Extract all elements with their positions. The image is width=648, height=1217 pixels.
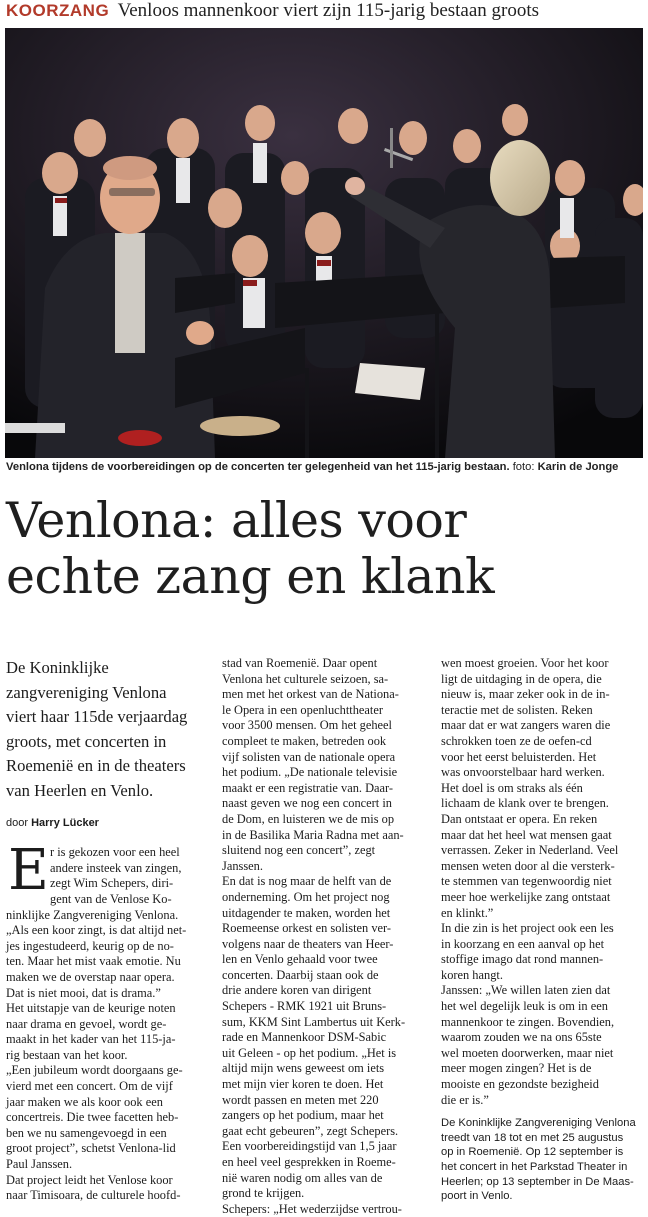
byline-author: Harry Lücker [31,816,99,829]
body-line: Roemeense orkest en solisten ver- [222,921,392,936]
body-line: compleet te maken, betreden ook [222,733,387,748]
photo-credit-name: Karin de Jonge [537,461,619,473]
article-column-3 [441,656,644,1204]
body-line: ligt de uitdaging in de opera, die [441,671,602,686]
body-line: te stemmen van tegenwoordig niet [441,874,612,889]
body-line: concerten. Daarbij staan ook de [222,967,379,982]
body-line: In die zin is het project ook een les [441,921,614,936]
body-line: waarom zouden we na ons 65ste [441,1030,602,1045]
body-line: volgens naar de theaters van Heer- [222,936,394,951]
body-line: voor het eerst beluisterden. Het [441,749,597,764]
body-line: ben we nu samengevoegd in een [6,1125,167,1140]
body-line: sum, KKM Sint Lambertus uit Kerk- [222,1014,406,1029]
body-line: Paul Janssen. [6,1157,73,1172]
body-line: Een voorbereidingstijd van 1,5 jaar [222,1139,397,1154]
body-line: drie andere koren van dirigent [222,983,372,998]
body-line: wordt passen en meten met 220 [222,1092,379,1107]
body-line: r is gekozen voor een heel [50,845,180,860]
info-line: treedt van 18 tot en met 25 augustus [441,1131,624,1144]
body-line: Dat project leidt het Venlose koor [6,1172,173,1187]
body-line: Schepers - RMK 1921 uit Bruns- [222,999,387,1014]
body-line: nieuw is, maar zeker ook in de in- [441,687,610,702]
body-line: rig bestaan van het koor. [6,1047,128,1062]
body-line: En dat is nog maar de helft van de [222,874,392,889]
body-line: maar dat het heel wat mensen gaat [441,827,612,842]
photo-credit-label: foto: [512,461,535,473]
column-3-body [441,656,644,1108]
body-line: groot project”, schetst Venlona-lid [6,1141,176,1156]
choir-photo [5,28,643,458]
body-line: uitdagender te maken, worden het [222,905,391,920]
body-line: naast geven we nog een concert in [222,796,392,811]
body-line: Janssen: „We willen laten zien dat [441,983,611,998]
body-line: en klinkt.” [441,905,494,920]
body-line: gaat echt gebeuren”, zegt Schepers. [222,1123,399,1138]
body-line: sluitend nog een concert”, zegt [222,843,376,858]
body-line: in de Basilika Maria Radna met aan- [222,827,404,842]
body-line: schrokken toen ze de oefen-cd [441,733,592,748]
body-line: vijf solisten van de nationale opera [222,749,396,764]
body-line: Het uitstapje van de keurige noten [6,1001,176,1016]
info-line: De Koninklijke Zangvereniging Venlona [441,1117,636,1130]
body-line: Venlona het culturele seizoen, sa- [222,671,389,686]
body-line: met mijn vier koren te doen. Het [222,1077,384,1092]
body-line: was onvoorstelbaar hard werken. [441,765,605,780]
info-line: poort in Venlo. [441,1190,513,1203]
intro-line: groots, met concerten in [6,731,167,751]
byline-prefix: door [6,816,29,829]
body-line: het wel degelijk leuk is om in een [441,999,608,1014]
body-line: „Als een koor zingt, is dat altijd net- [6,923,187,938]
column-2-body [222,656,425,1217]
photo-caption [6,461,646,473]
body-line: grond te krijgen. [222,1186,305,1201]
body-line: mooiste en gezondste bezigheid [441,1077,599,1092]
body-line: meer mogen zingen? Het is de [441,1061,592,1076]
body-line: stad van Roemenië. Daar opent [222,656,378,670]
body-line: in koorzang en een aanval op het [441,936,605,951]
section-kicker: KOORZANG [6,1,110,20]
info-line: Heerlen; op 13 september in De Maas- [441,1175,634,1188]
dropcap-paragraph [6,838,209,907]
article-topline [6,0,646,22]
body-line: meer hoe werkelijke zang ontstaat [441,889,611,904]
body-line: naar Timisoara, de culturele hoofd- [6,1188,181,1203]
body-line: Het doel is om straks als één [441,780,583,795]
article-intro [6,656,209,804]
body-line: Schepers: „Het wederzijdse vertrou- [222,1201,402,1216]
body-line: le Opera in een openluchttheater [222,702,383,717]
intro-line: van Heerlen en Venlo. [6,780,154,800]
article-headline [6,493,646,605]
body-line: lichaam de klank over te brengen. [441,796,609,811]
body-line: jaar maken we als koor ook een [6,1094,163,1109]
body-line: zangers op het podium, maar het [222,1108,384,1123]
body-line: jes ingestudeerd, keurig op de no- [6,938,174,953]
intro-line: Roemenië en in de theaters [6,756,186,776]
body-line: men met het orkest van de Nationa- [222,687,399,702]
body-line: die er is.” [441,1092,489,1107]
column-1-body [6,908,209,1204]
body-line: maken we de overstap naar opera. [6,969,175,984]
article-column-1 [6,656,209,1204]
body-line: mannenkoor te zingen. Bovendien, [441,1014,615,1029]
body-line: uit Geleen - op het podium. „Het is [222,1045,397,1060]
body-line: voor 3500 mensen. Om het geheel [222,718,392,733]
headline-line-2: echte zang en klank [6,548,495,605]
body-line: onderneming. Om het project nog [222,889,390,904]
body-line: wel moeten doorwerken, maar niet [441,1045,614,1060]
body-line: verrassen. Zeker in Nederland. Veel [441,843,619,858]
body-line: ten. Maar het mist vaak emotie. Nu [6,954,181,969]
body-line: koren hangt. [441,967,503,982]
body-line: maar dat er wat zangers waren die [441,718,611,733]
body-line: „Een jubileum wordt doorgaans ge- [6,1063,183,1078]
intro-line: De Koninklijke [6,658,109,677]
body-line: teractie met de solisten. Reken [441,702,593,717]
body-line: Dan ontstaat er opera. En reken [441,811,598,826]
info-line: op in Roemenië. Op 12 september is [441,1146,624,1159]
body-line: vierd met een concert. Om de vijf [6,1079,173,1094]
info-line: het concert in het Parkstad Theater in [441,1161,628,1173]
body-line: de Dom, en luisteren we de mis op [222,811,395,826]
body-line: zegt Wim Schepers, diri- [50,876,174,891]
body-line: rade en Mannenkoor DSM-Sabic [222,1030,387,1045]
body-line: het podium. „De nationale televisie [222,765,398,780]
body-line: en heel veel gesprekken in Roeme- [222,1155,396,1169]
topline-title: Venloos mannenkoor viert zijn 115-jarig bestaan groots [117,0,540,21]
concert-info-box [441,1116,644,1204]
body-line: maakt in het kader van het 115-ja- [6,1032,176,1047]
body-line: nië waren nodig om alles van de [222,1170,383,1185]
body-line: stoffige imago dat rond mannen- [441,952,604,967]
body-line: maakt er een registratie van. Daar- [222,780,394,795]
article-column-2 [222,656,425,1217]
body-line: andere insteek van zingen, [50,860,182,875]
body-line: ninklijke Zangvereniging Venlona. [6,907,179,922]
body-line: concertreis. Die twee facetten heb- [6,1110,179,1125]
headline-line-1: Venlona: alles voor [6,492,467,549]
intro-line: zangvereniging Venlona [6,682,167,702]
body-line: mensen weten door al die versterk- [441,858,615,873]
body-line: naar drama en gevoel, wordt ge- [6,1016,167,1031]
body-line: gent van de Venlose Ko- [50,891,172,906]
body-line: wen moest groeien. Voor het koor [441,656,609,670]
body-line: Janssen. [222,858,263,873]
caption-text: Venlona tijdens de voorbereidingen op de concerten ter gelegenheid van het 115-jarig bestaan. [6,461,510,473]
body-line: len en Venlo gehaald voor twee [222,952,378,967]
body-line: Dat is niet mooi, dat is drama.” [6,985,161,1000]
drop-cap-letter: E [8,838,49,904]
concert-photo-illustration [5,28,643,458]
intro-line: viert haar 115de verjaardag [6,707,188,727]
body-line: altijd mijn wens geweest om iets [222,1061,385,1076]
article-byline [6,816,209,832]
